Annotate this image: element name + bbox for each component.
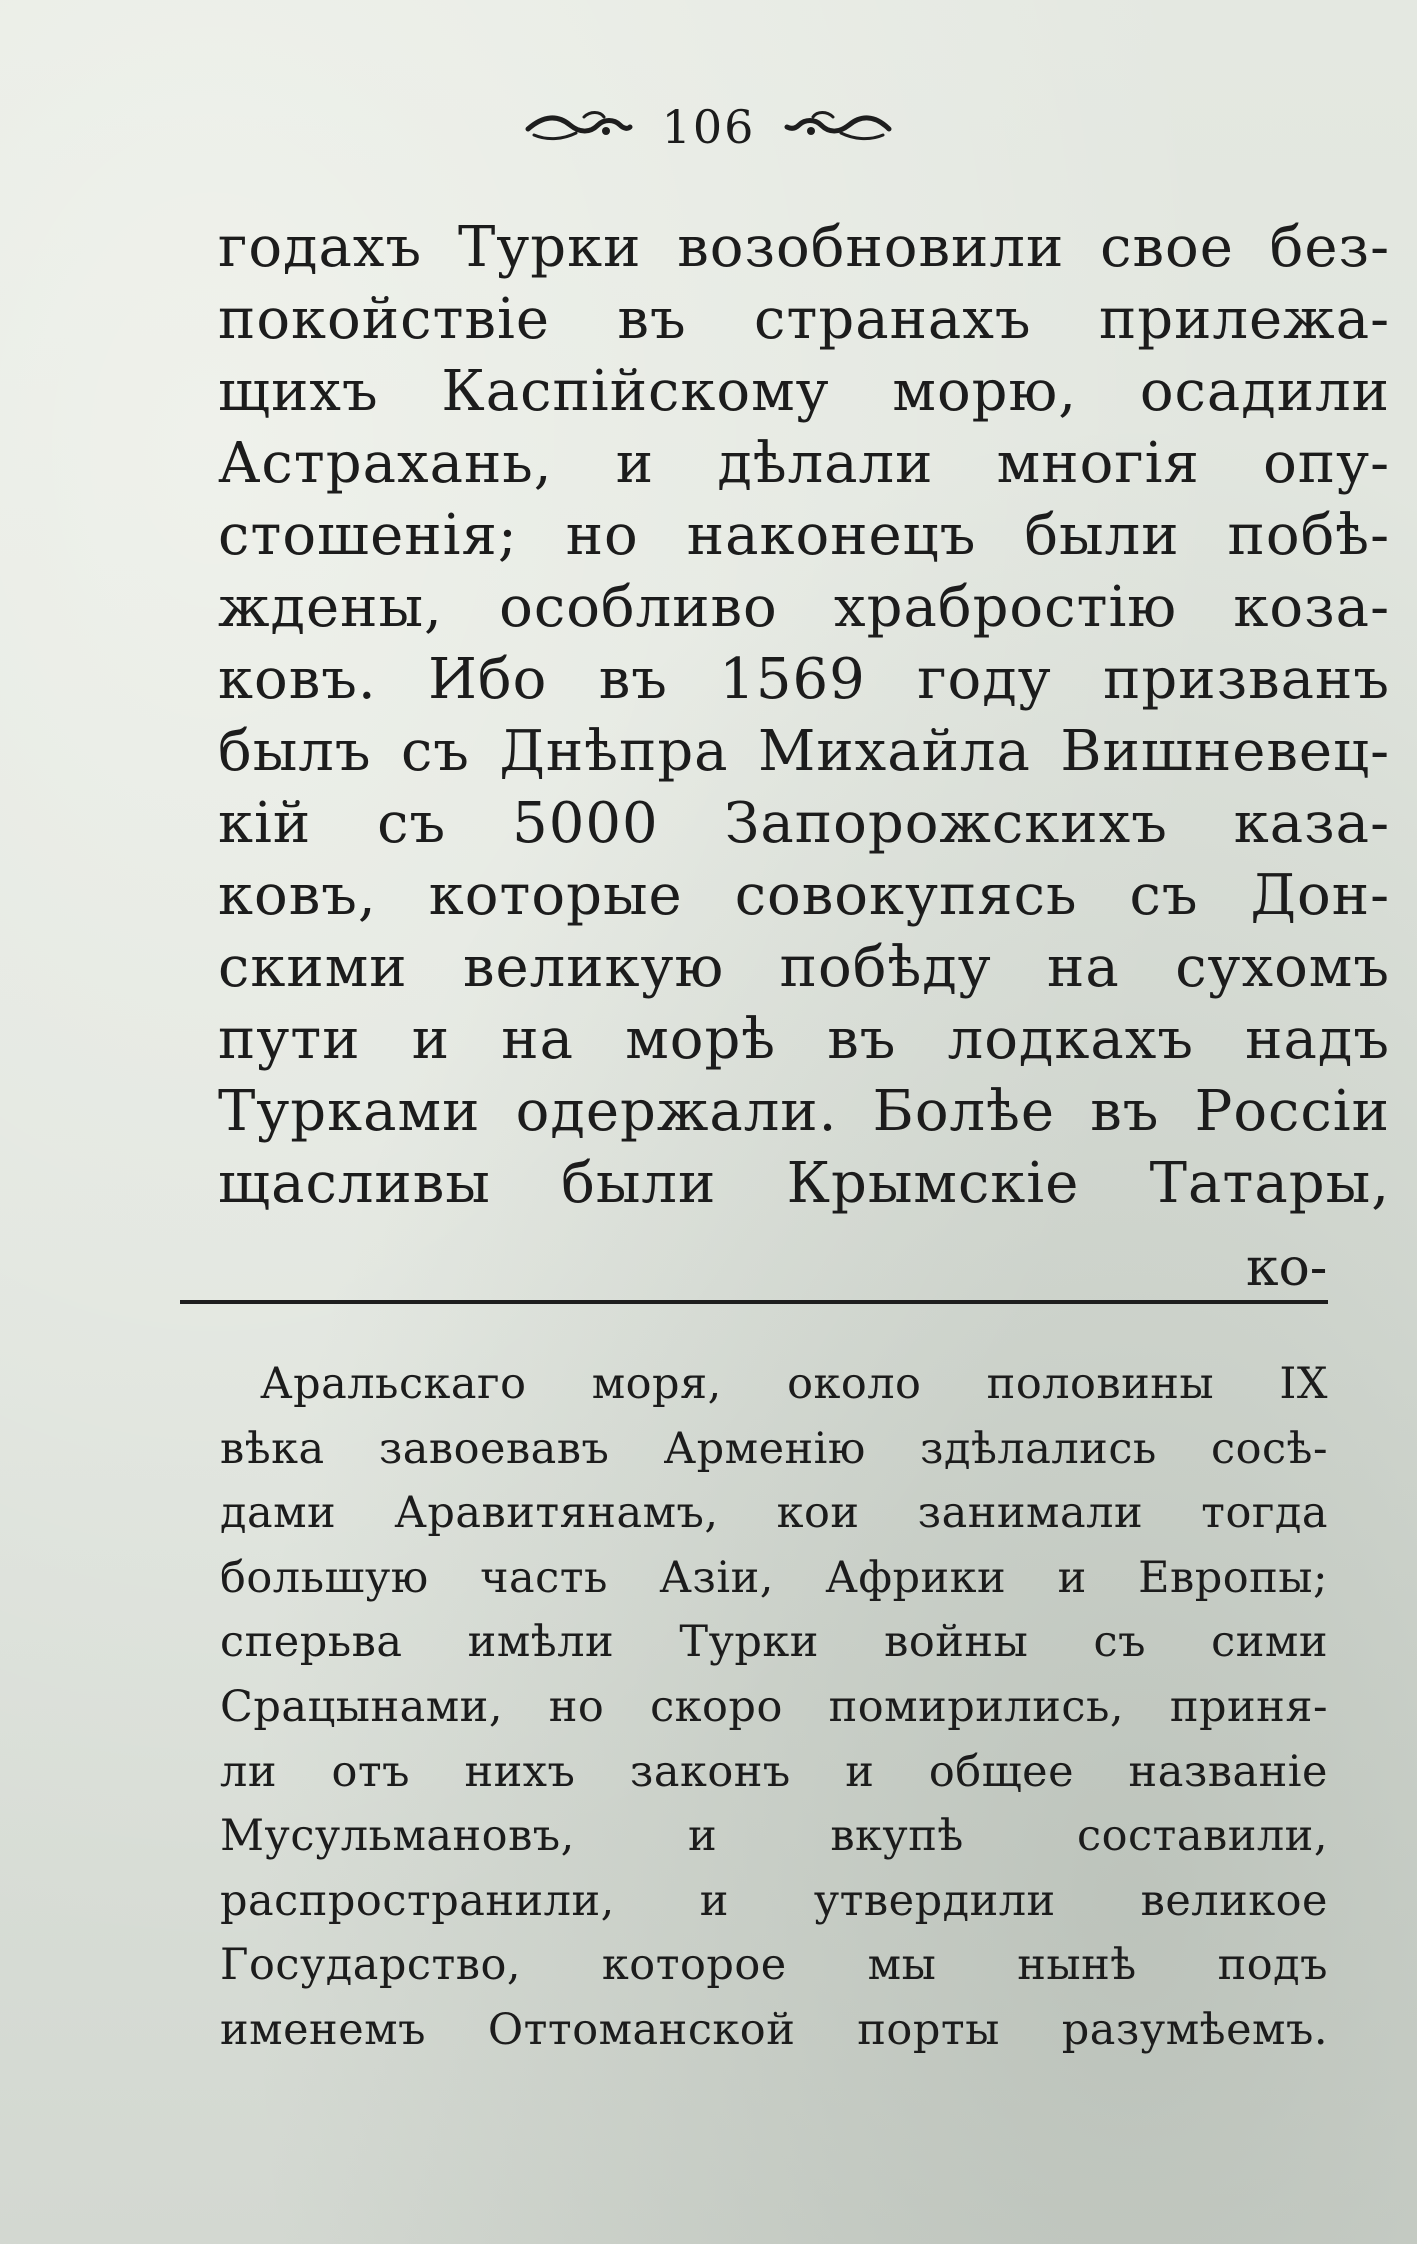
main-text-line: ждены, особливо храбростію коза- <box>218 575 1390 640</box>
footnote-line: Государство, которое мы нынѣ подъ <box>220 1940 1328 1991</box>
main-text-body <box>218 212 1390 1220</box>
main-text-line: скими великую побѣду на сухомъ <box>218 935 1390 1000</box>
footnote-line: именемъ Оттоманской порты разумѣемъ. <box>220 2004 1328 2055</box>
footnote-line: ли отъ нихъ законъ и общее названіе <box>220 1746 1328 1797</box>
main-text-line: годахъ Турки возобновили свое без- <box>218 215 1390 280</box>
footnote-line: вѣка завоевавъ Арменію здѣлались сосѣ- <box>220 1423 1328 1474</box>
right-flourish-ornament-icon <box>783 107 893 147</box>
main-text-line: Турками одержали. Болѣе въ Россіи <box>218 1079 1390 1144</box>
main-text-line: былъ съ Днѣпра Михайла Вишневец- <box>218 719 1390 784</box>
main-text-line: щасливы были Крымскіе Татары, <box>218 1151 1390 1216</box>
main-text-line: стошенія; но наконецъ были побѣ- <box>218 503 1390 568</box>
main-text-line: покойствіе въ странахъ прилежа- <box>218 287 1390 352</box>
main-text-line: ковъ. Ибо въ 1569 году призванъ <box>218 647 1390 712</box>
footnote-line: дами Аравитянамъ, кои занимали тогда <box>220 1488 1328 1539</box>
main-text-line: щихъ Каспійскому морю, осадили <box>218 359 1390 424</box>
page-number: 106 <box>661 100 756 154</box>
main-text-line: Астрахань, и дѣлали многія опу- <box>218 431 1390 496</box>
main-text-line: кій съ 5000 Запорожскихъ каза- <box>218 791 1390 856</box>
footnote-body <box>220 1352 1328 2063</box>
footnote-line: Срацынами, но скоро помирились, приня- <box>220 1681 1328 1732</box>
catchword: ко- <box>1246 1238 1328 1298</box>
footnote-line: Мусульмановъ, и вкупѣ составили, <box>220 1811 1328 1862</box>
footnote-line: Аральскаго моря, около половины IX <box>260 1359 1328 1409</box>
main-text-line: пути и на морѣ въ лодкахъ надъ <box>218 1007 1390 1072</box>
left-flourish-ornament-icon <box>524 107 634 147</box>
footnote-line: сперьва имѣли Турки войны съ сими <box>220 1617 1328 1668</box>
main-text-line: ковъ, которые совокупясь съ Дон- <box>218 863 1390 928</box>
footnote-divider <box>180 1300 1328 1304</box>
footnote-line: распространили, и утвердили великое <box>220 1875 1328 1926</box>
footnote-line: большую часть Азіи, Африки и Европы; <box>220 1552 1328 1603</box>
page-header <box>0 92 1417 162</box>
